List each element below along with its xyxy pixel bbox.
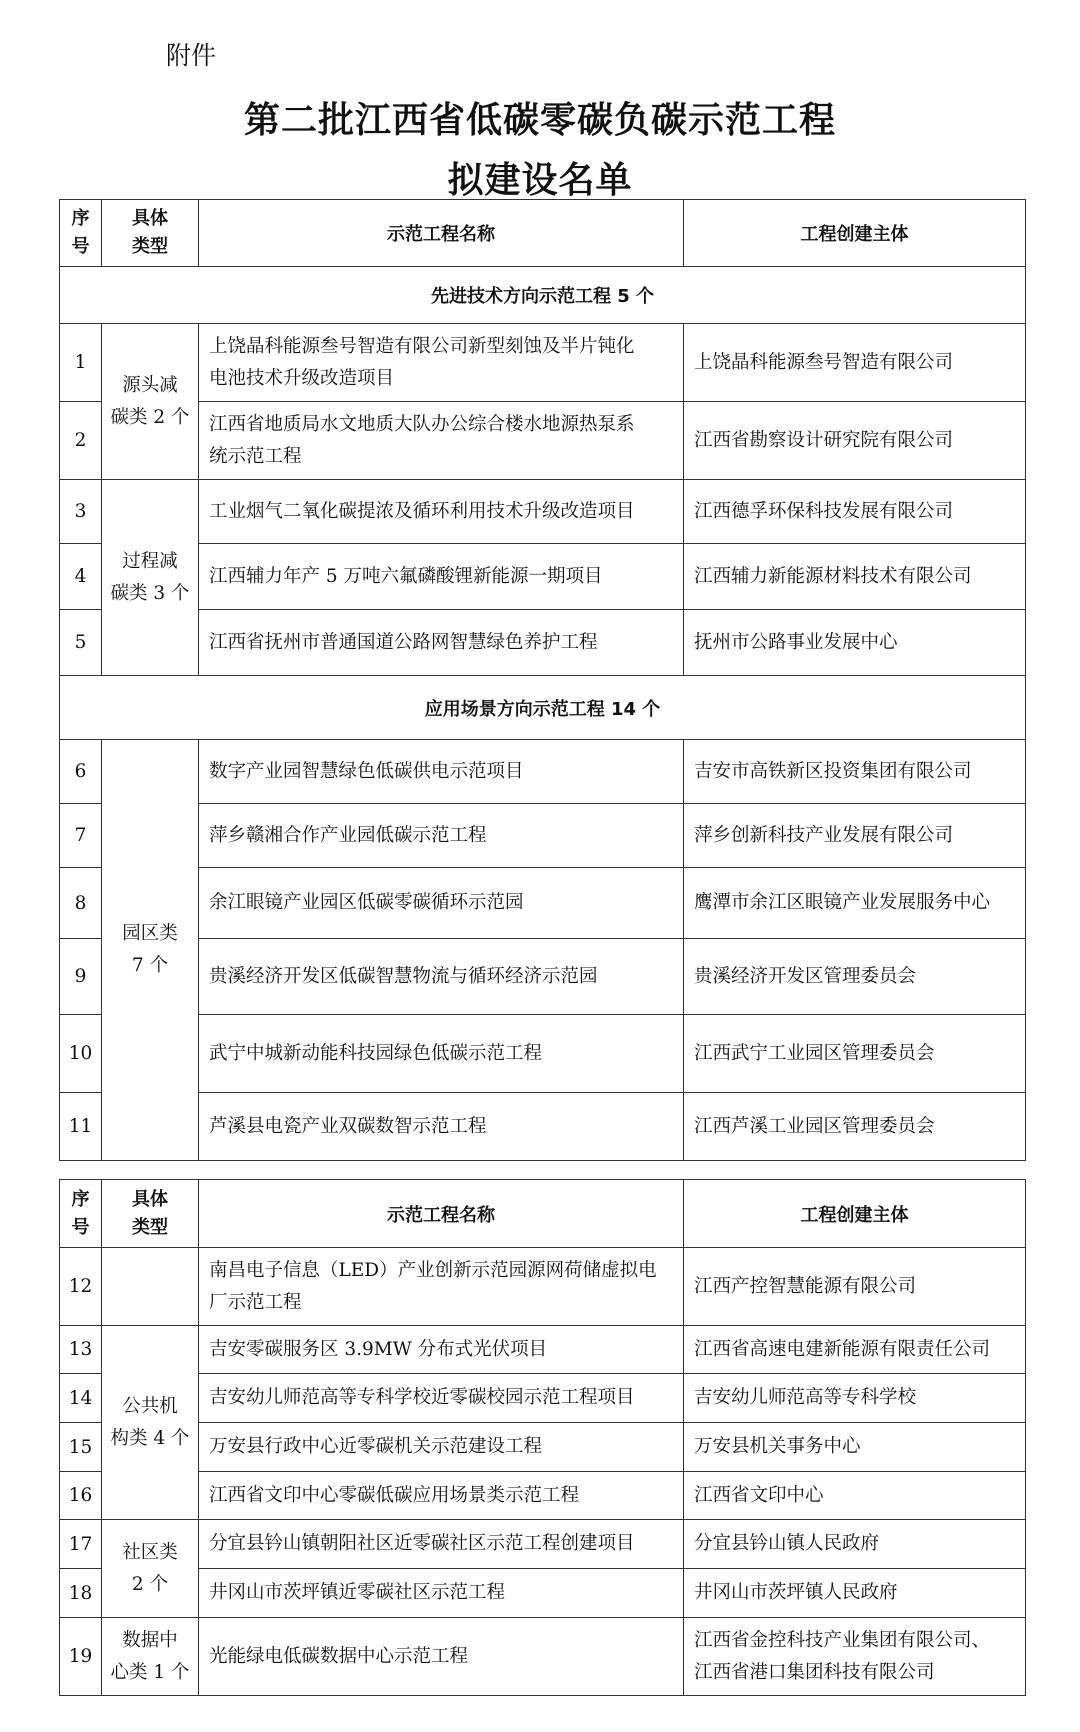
header-seq: 序 号: [60, 200, 102, 267]
project-name: 萍乡赣湘合作产业园低碳示范工程: [199, 804, 684, 868]
organization: 江西省金控科技产业集团有限公司、 江西省港口集团科技有限公司: [684, 1618, 1026, 1696]
project-name: 武宁中城新动能科技园绿色低碳示范工程: [199, 1015, 684, 1093]
organization: 上饶晶科能源叁号智造有限公司: [684, 324, 1026, 402]
row-seq: 10: [60, 1015, 102, 1093]
organization: 江西芦溪工业园区管理委员会: [684, 1093, 1026, 1161]
row-seq: 15: [60, 1423, 102, 1472]
project-name: 分宜县钤山镇朝阳社区近零碳社区示范工程创建项目: [199, 1520, 684, 1569]
table-row: [60, 1472, 1026, 1520]
row-seq: 14: [60, 1374, 102, 1423]
organization: 分宜县钤山镇人民政府: [684, 1520, 1026, 1569]
organization: 抚州市公路事业发展中心: [684, 610, 1026, 676]
project-name: 上饶晶科能源叁号智造有限公司新型刻蚀及半片钝化 电池技术升级改造项目: [199, 324, 684, 402]
organization: 鹰潭市余江区眼镜产业发展服务中心: [684, 868, 1026, 939]
table-row: [60, 610, 1026, 676]
table-row: [60, 1015, 1026, 1093]
organization: 江西武宁工业园区管理委员会: [684, 1015, 1026, 1093]
section-row: [60, 676, 1026, 740]
section-title-tech: 先进技术方向示范工程 5 个: [60, 267, 1026, 324]
row-seq: 19: [60, 1618, 102, 1696]
table-row: [60, 1520, 1026, 1569]
document-title: 第二批江西省低碳零碳负碳示范工程: [243, 99, 836, 141]
project-name: 南昌电子信息（LED）产业创新示范园源网荷储虚拟电 厂示范工程: [199, 1248, 684, 1326]
organization: 江西省高速电建新能源有限责任公司: [684, 1326, 1026, 1374]
category-public-institution: 公共机 构类 4 个: [102, 1326, 199, 1520]
header-project-name: 示范工程名称: [199, 200, 684, 267]
table-row: [60, 402, 1026, 480]
header-type: 具体 类型: [102, 200, 199, 267]
table-row: [60, 804, 1026, 868]
section-row: [60, 267, 1026, 324]
table-row: [60, 324, 1026, 402]
organization: 万安县机关事务中心: [684, 1423, 1026, 1472]
row-seq: 5: [60, 610, 102, 676]
project-name: 吉安零碳服务区 3.9MW 分布式光伏项目: [199, 1326, 684, 1374]
row-seq: 3: [60, 480, 102, 544]
table-row: [60, 544, 1026, 610]
organization: 吉安市高铁新区投资集团有限公司: [684, 740, 1026, 804]
row-seq: 13: [60, 1326, 102, 1374]
organization: 江西省文印中心: [684, 1472, 1026, 1520]
project-table-part-2: [59, 1179, 1026, 1696]
project-name: 江西省地质局水文地质大队办公综合楼水地源热泵系 统示范工程: [199, 402, 684, 480]
category-community: 社区类 2 个: [102, 1520, 199, 1618]
table-header-row: [60, 200, 1026, 267]
row-seq: 18: [60, 1569, 102, 1618]
project-name: 工业烟气二氧化碳提浓及循环利用技术升级改造项目: [199, 480, 684, 544]
category-park: 园区类 7 个: [102, 740, 199, 1161]
row-seq: 4: [60, 544, 102, 610]
section-title-scene: 应用场景方向示范工程 14 个: [60, 676, 1026, 740]
category-datacenter: 数据中 心类 1 个: [102, 1618, 199, 1696]
organization: 江西辅力新能源材料技术有限公司: [684, 544, 1026, 610]
row-seq: 2: [60, 402, 102, 480]
organization: 井冈山市茨坪镇人民政府: [684, 1569, 1026, 1618]
table-row: [60, 1248, 1026, 1326]
table-row: [60, 1326, 1026, 1374]
table-row: [60, 740, 1026, 804]
header-project-name: 示范工程名称: [199, 1180, 684, 1248]
table-header-row: [60, 1180, 1026, 1248]
project-name: 数字产业园智慧绿色低碳供电示范项目: [199, 740, 684, 804]
row-seq: 12: [60, 1248, 102, 1326]
project-name: 江西省抚州市普通国道公路网智慧绿色养护工程: [199, 610, 684, 676]
organization: 江西德孚环保科技发展有限公司: [684, 480, 1026, 544]
category-process-reduction: 过程减 碳类 3 个: [102, 480, 199, 676]
document-subtitle: 拟建设名单: [447, 159, 633, 201]
row-seq: 7: [60, 804, 102, 868]
table-row: [60, 1569, 1026, 1618]
row-seq: 1: [60, 324, 102, 402]
category-empty: [102, 1248, 199, 1326]
category-source-reduction: 源头减 碳类 2 个: [102, 324, 199, 480]
project-name: 吉安幼儿师范高等专科学校近零碳校园示范工程项目: [199, 1374, 684, 1423]
table-row: [60, 1618, 1026, 1696]
project-name: 光能绿电低碳数据中心示范工程: [199, 1618, 684, 1696]
table-row: [60, 868, 1026, 939]
table-row: [60, 1093, 1026, 1161]
header-seq: 序 号: [60, 1180, 102, 1248]
table-row: [60, 1374, 1026, 1423]
row-seq: 17: [60, 1520, 102, 1569]
project-name: 井冈山市茨坪镇近零碳社区示范工程: [199, 1569, 684, 1618]
table-row: [60, 939, 1026, 1015]
table-row: [60, 480, 1026, 544]
row-seq: 9: [60, 939, 102, 1015]
row-seq: 16: [60, 1472, 102, 1520]
project-name: 万安县行政中心近零碳机关示范建设工程: [199, 1423, 684, 1472]
project-name: 江西省文印中心零碳低碳应用场景类示范工程: [199, 1472, 684, 1520]
header-organization: 工程创建主体: [684, 200, 1026, 267]
organization: 萍乡创新科技产业发展有限公司: [684, 804, 1026, 868]
row-seq: 6: [60, 740, 102, 804]
project-name: 余江眼镜产业园区低碳零碳循环示范园: [199, 868, 684, 939]
organization: 贵溪经济开发区管理委员会: [684, 939, 1026, 1015]
table-row: [60, 1423, 1026, 1472]
project-name: 芦溪县电瓷产业双碳数智示范工程: [199, 1093, 684, 1161]
organization: 江西省勘察设计研究院有限公司: [684, 402, 1026, 480]
organization: 吉安幼儿师范高等专科学校: [684, 1374, 1026, 1423]
organization: 江西产控智慧能源有限公司: [684, 1248, 1026, 1326]
row-seq: 8: [60, 868, 102, 939]
header-organization: 工程创建主体: [684, 1180, 1026, 1248]
header-type: 具体 类型: [102, 1180, 199, 1248]
row-seq: 11: [60, 1093, 102, 1161]
project-name: 贵溪经济开发区低碳智慧物流与循环经济示范园: [199, 939, 684, 1015]
project-table-part-1: [59, 199, 1026, 1161]
annex-label: 附件: [166, 41, 217, 70]
project-name: 江西辅力年产 5 万吨六氟磷酸锂新能源一期项目: [199, 544, 684, 610]
